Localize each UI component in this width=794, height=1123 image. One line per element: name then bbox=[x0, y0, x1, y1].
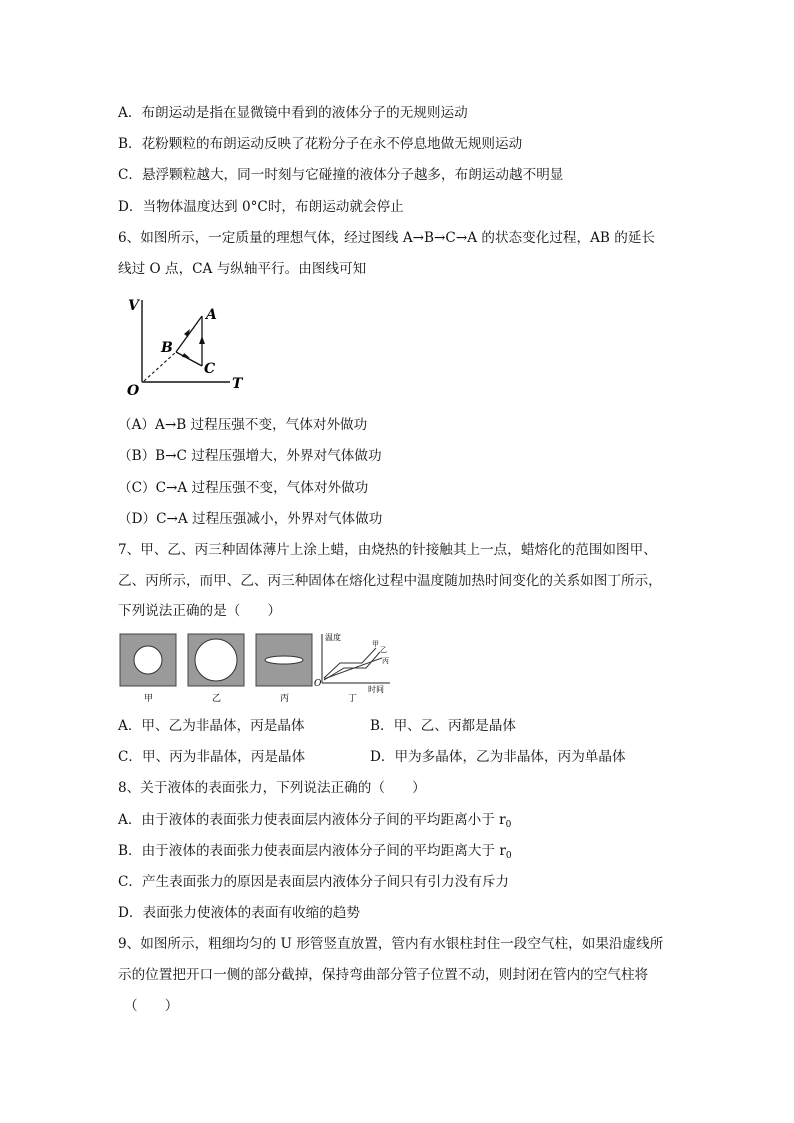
q7-caption-yi: 乙 bbox=[212, 694, 222, 704]
q6-arrow-ca bbox=[199, 336, 205, 344]
q7-melt-ellipse-bing bbox=[265, 656, 303, 664]
q6-vt-diagram bbox=[118, 294, 258, 398]
q7-wax-diagram bbox=[118, 630, 398, 705]
q5-option-a: A．布朗运动是指在显微镜中看到的液体分子的无规则运动 bbox=[118, 105, 468, 121]
q8-option-a bbox=[118, 810, 511, 835]
q7-melt-circle-yi bbox=[195, 639, 237, 681]
q7-graph-curve-label-bing: 丙 bbox=[382, 657, 389, 665]
q6-axis-label-v: V bbox=[128, 298, 139, 314]
q6-dashed-extension bbox=[144, 352, 176, 381]
q6-option-c: （C）C→A 过程压强不变，气体对外做功 bbox=[118, 480, 369, 496]
q7-option-c: C．甲、丙为非晶体，丙是晶体 bbox=[118, 749, 306, 765]
q7-stem-line3: 下列说法正确的是（ ） bbox=[118, 603, 282, 619]
q6-axis-label-t: T bbox=[232, 376, 243, 392]
q7-caption-jia: 甲 bbox=[144, 694, 154, 704]
q7-option-a: A．甲、乙为非晶体，丙是晶体 bbox=[118, 718, 305, 734]
q8-option-a-subscript: 0 bbox=[505, 820, 512, 830]
q6-option-d: （D）C→A 过程压强减小，外界对气体做功 bbox=[118, 511, 383, 527]
q7-graph-ylabel: 温度 bbox=[325, 633, 341, 642]
q6-segment-ab bbox=[176, 316, 202, 352]
q6-origin-label: O bbox=[127, 383, 140, 398]
q6-option-a: （A）A→B 过程压强不变，气体对外做功 bbox=[118, 417, 368, 433]
q8-option-b-text: B．由于液体的表面张力使表面层内液体分子间的平均距离大于 r bbox=[118, 843, 506, 859]
q6-point-b-label: B bbox=[161, 340, 173, 356]
q7-option-b: B．甲、乙、丙都是晶体 bbox=[370, 718, 516, 734]
q6-arrow-bc bbox=[182, 353, 190, 358]
q7-stem-line2: 乙、丙所示，而甲、乙、丙三种固体在熔化过程中温度随加热时间变化的关系如图丁所示， bbox=[118, 573, 662, 589]
q5-option-c: C．悬浮颗粒越大，同一时刻与它碰撞的液体分子越多，布朗运动越不明显 bbox=[118, 167, 564, 183]
q8-option-b bbox=[118, 841, 512, 866]
q7-graph-xlabel: 时间 bbox=[368, 685, 384, 694]
q8-option-c: C．产生表面张力的原因是表面层内液体分子间只有引力没有斥力 bbox=[118, 874, 510, 890]
q7-graph-origin: O bbox=[314, 679, 322, 689]
q6-point-c-label: C bbox=[204, 361, 216, 377]
q8-option-b-subscript: 0 bbox=[505, 851, 512, 861]
q6-stem-line1: 6、如图所示，一定质量的理想气体，经过图线 A→B→C→A 的状态变化过程，AB 的延长 bbox=[118, 230, 656, 246]
q5-option-d: D．当物体温度达到 0°C时，布朗运动就会停止 bbox=[118, 199, 404, 215]
q7-caption-bing: 丙 bbox=[280, 694, 290, 704]
q5-option-b: B．花粉颗粒的布朗运动反映了花粉分子在永不停息地做无规则运动 bbox=[118, 136, 523, 152]
q6-point-a-label: A bbox=[206, 307, 217, 323]
q7-option-d: D．甲为多晶体，乙为非晶体，丙为单晶体 bbox=[370, 749, 626, 765]
q8-stem: 8、关于液体的表面张力，下列说法正确的（ ） bbox=[118, 780, 426, 796]
q6-segment-bc bbox=[176, 352, 202, 366]
q8-option-d: D．表面张力使液体的表面有收缩的趋势 bbox=[118, 905, 360, 921]
q7-caption-ding: 丁 bbox=[348, 694, 358, 704]
q7-melt-circle-jia bbox=[134, 646, 162, 674]
q7-graph-curve-label-yi: 乙 bbox=[380, 646, 387, 654]
q9-stem-line1: 9、如图所示，粗细均匀的 U 形管竖直放置，管内有水银柱封住一段空气柱，如果沿虚线所 bbox=[118, 936, 664, 952]
q7-stem-line1: 7、甲、乙、丙三种固体薄片上涂上蜡，由烧热的针接触其上一点，蜡熔化的范围如图甲、 bbox=[118, 542, 657, 558]
q6-option-b: （B）B→C 过程压强增大，外界对气体做功 bbox=[118, 448, 382, 464]
q8-option-a-text: A．由于液体的表面张力使表面层内液体分子间的平均距离小于 r bbox=[118, 812, 506, 828]
q9-stem-line2: 示的位置把开口一侧的部分截掉，保持弯曲部分管子位置不动，则封闭在管内的空气柱将 bbox=[118, 967, 649, 983]
q6-stem-line2: 线过 O 点，CA 与纵轴平行。由图线可知 bbox=[118, 261, 367, 277]
q7-graph-curve-bing bbox=[324, 658, 382, 679]
q9-stem-line3: （ ） bbox=[124, 998, 179, 1014]
q7-graph-curve-label-jia: 甲 bbox=[372, 640, 379, 648]
